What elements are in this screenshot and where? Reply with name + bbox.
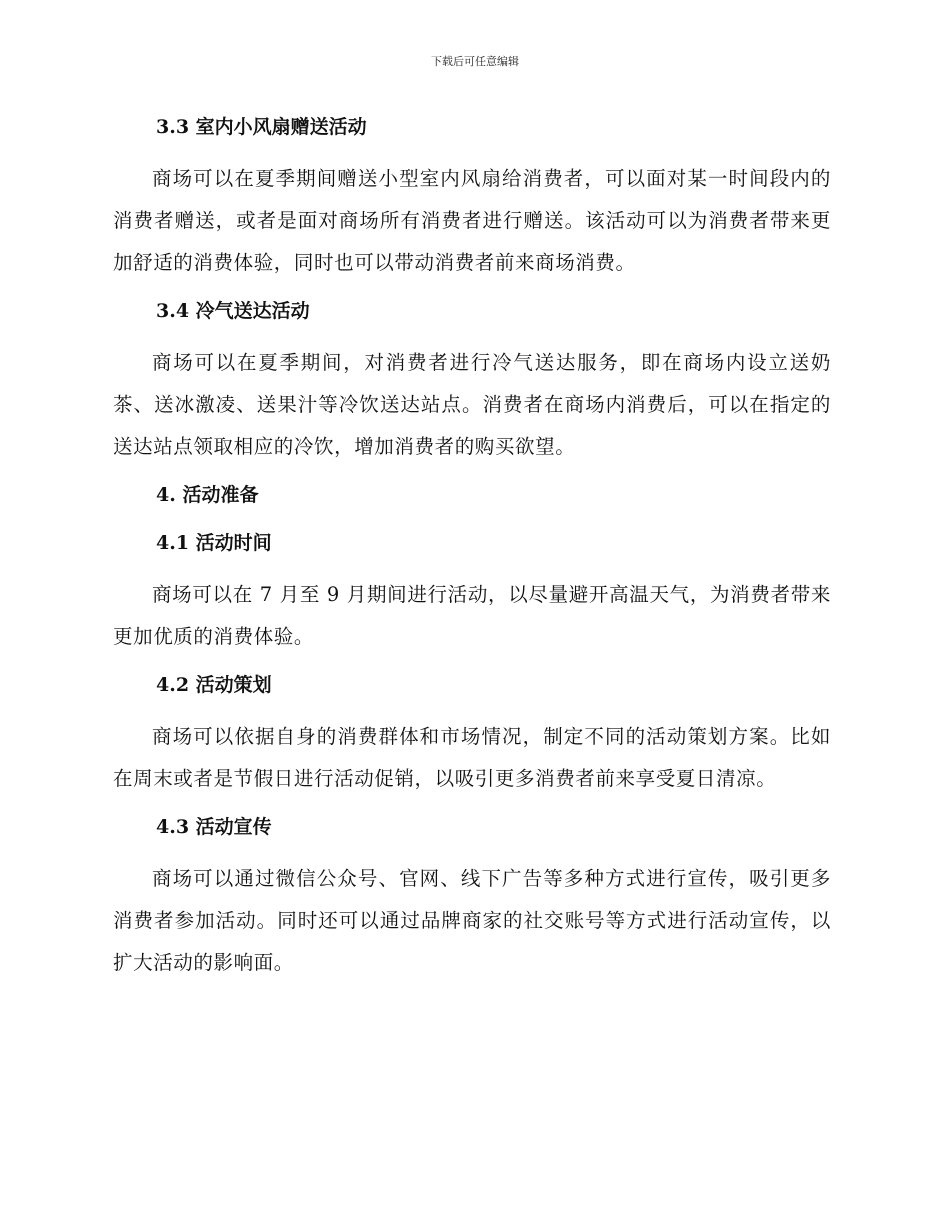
document-body: [113, 110, 831, 994]
paragraph-4-2: 商场可以依据自身的消费群体和市场情况，制定不同的活动策划方案。比如在周末或者是节假日进行活动促销，以吸引更多消费者前来享受夏日清凉。: [113, 725, 831, 790]
paragraph-3-4: 商场可以在夏季期间，对消费者进行冷气送达服务，即在商场内设立送奶茶、送冰激凌、送果汁等冷饮送达站点。消费者在商场内消费后，可以在指定的送达站点领取相应的冷饮，增加消费者的购买欲望。: [113, 351, 831, 458]
paragraph-4-1: 商场可以在 7 月至 9 月期间进行活动，以尽量避开高温天气，为消费者带来更加优质的消费体验。: [113, 583, 831, 648]
paragraph-3-3: 商场可以在夏季期间赠送小型室内风扇给消费者，可以面对某一时间段内的消费者赠送，或者是面对商场所有消费者进行赠送。该活动可以为消费者带来更加舒适的消费体验，同时也可以带动消费者前来商场消费。: [113, 167, 831, 274]
paragraph-4-3: 商场可以通过微信公众号、官网、线下广告等多种方式进行宣传，吸引更多消费者参加活动。同时还可以通过品牌商家的社交账号等方式进行活动宣传，以扩大活动的影响面。: [113, 867, 831, 974]
section-heading-4-1: 4.1 活动时间: [156, 532, 272, 554]
section-heading-3-3: 3.3 室内小风扇赠送活动: [156, 116, 367, 138]
section-heading-4: 4. 活动准备: [156, 484, 259, 506]
section-heading-3-4: 3.4 冷气送达活动: [156, 300, 310, 322]
section-heading-4-2: 4.2 活动策划: [156, 674, 272, 696]
page-header: 下载后可任意编辑: [431, 55, 519, 68]
section-heading-4-3: 4.3 活动宣传: [156, 816, 272, 838]
